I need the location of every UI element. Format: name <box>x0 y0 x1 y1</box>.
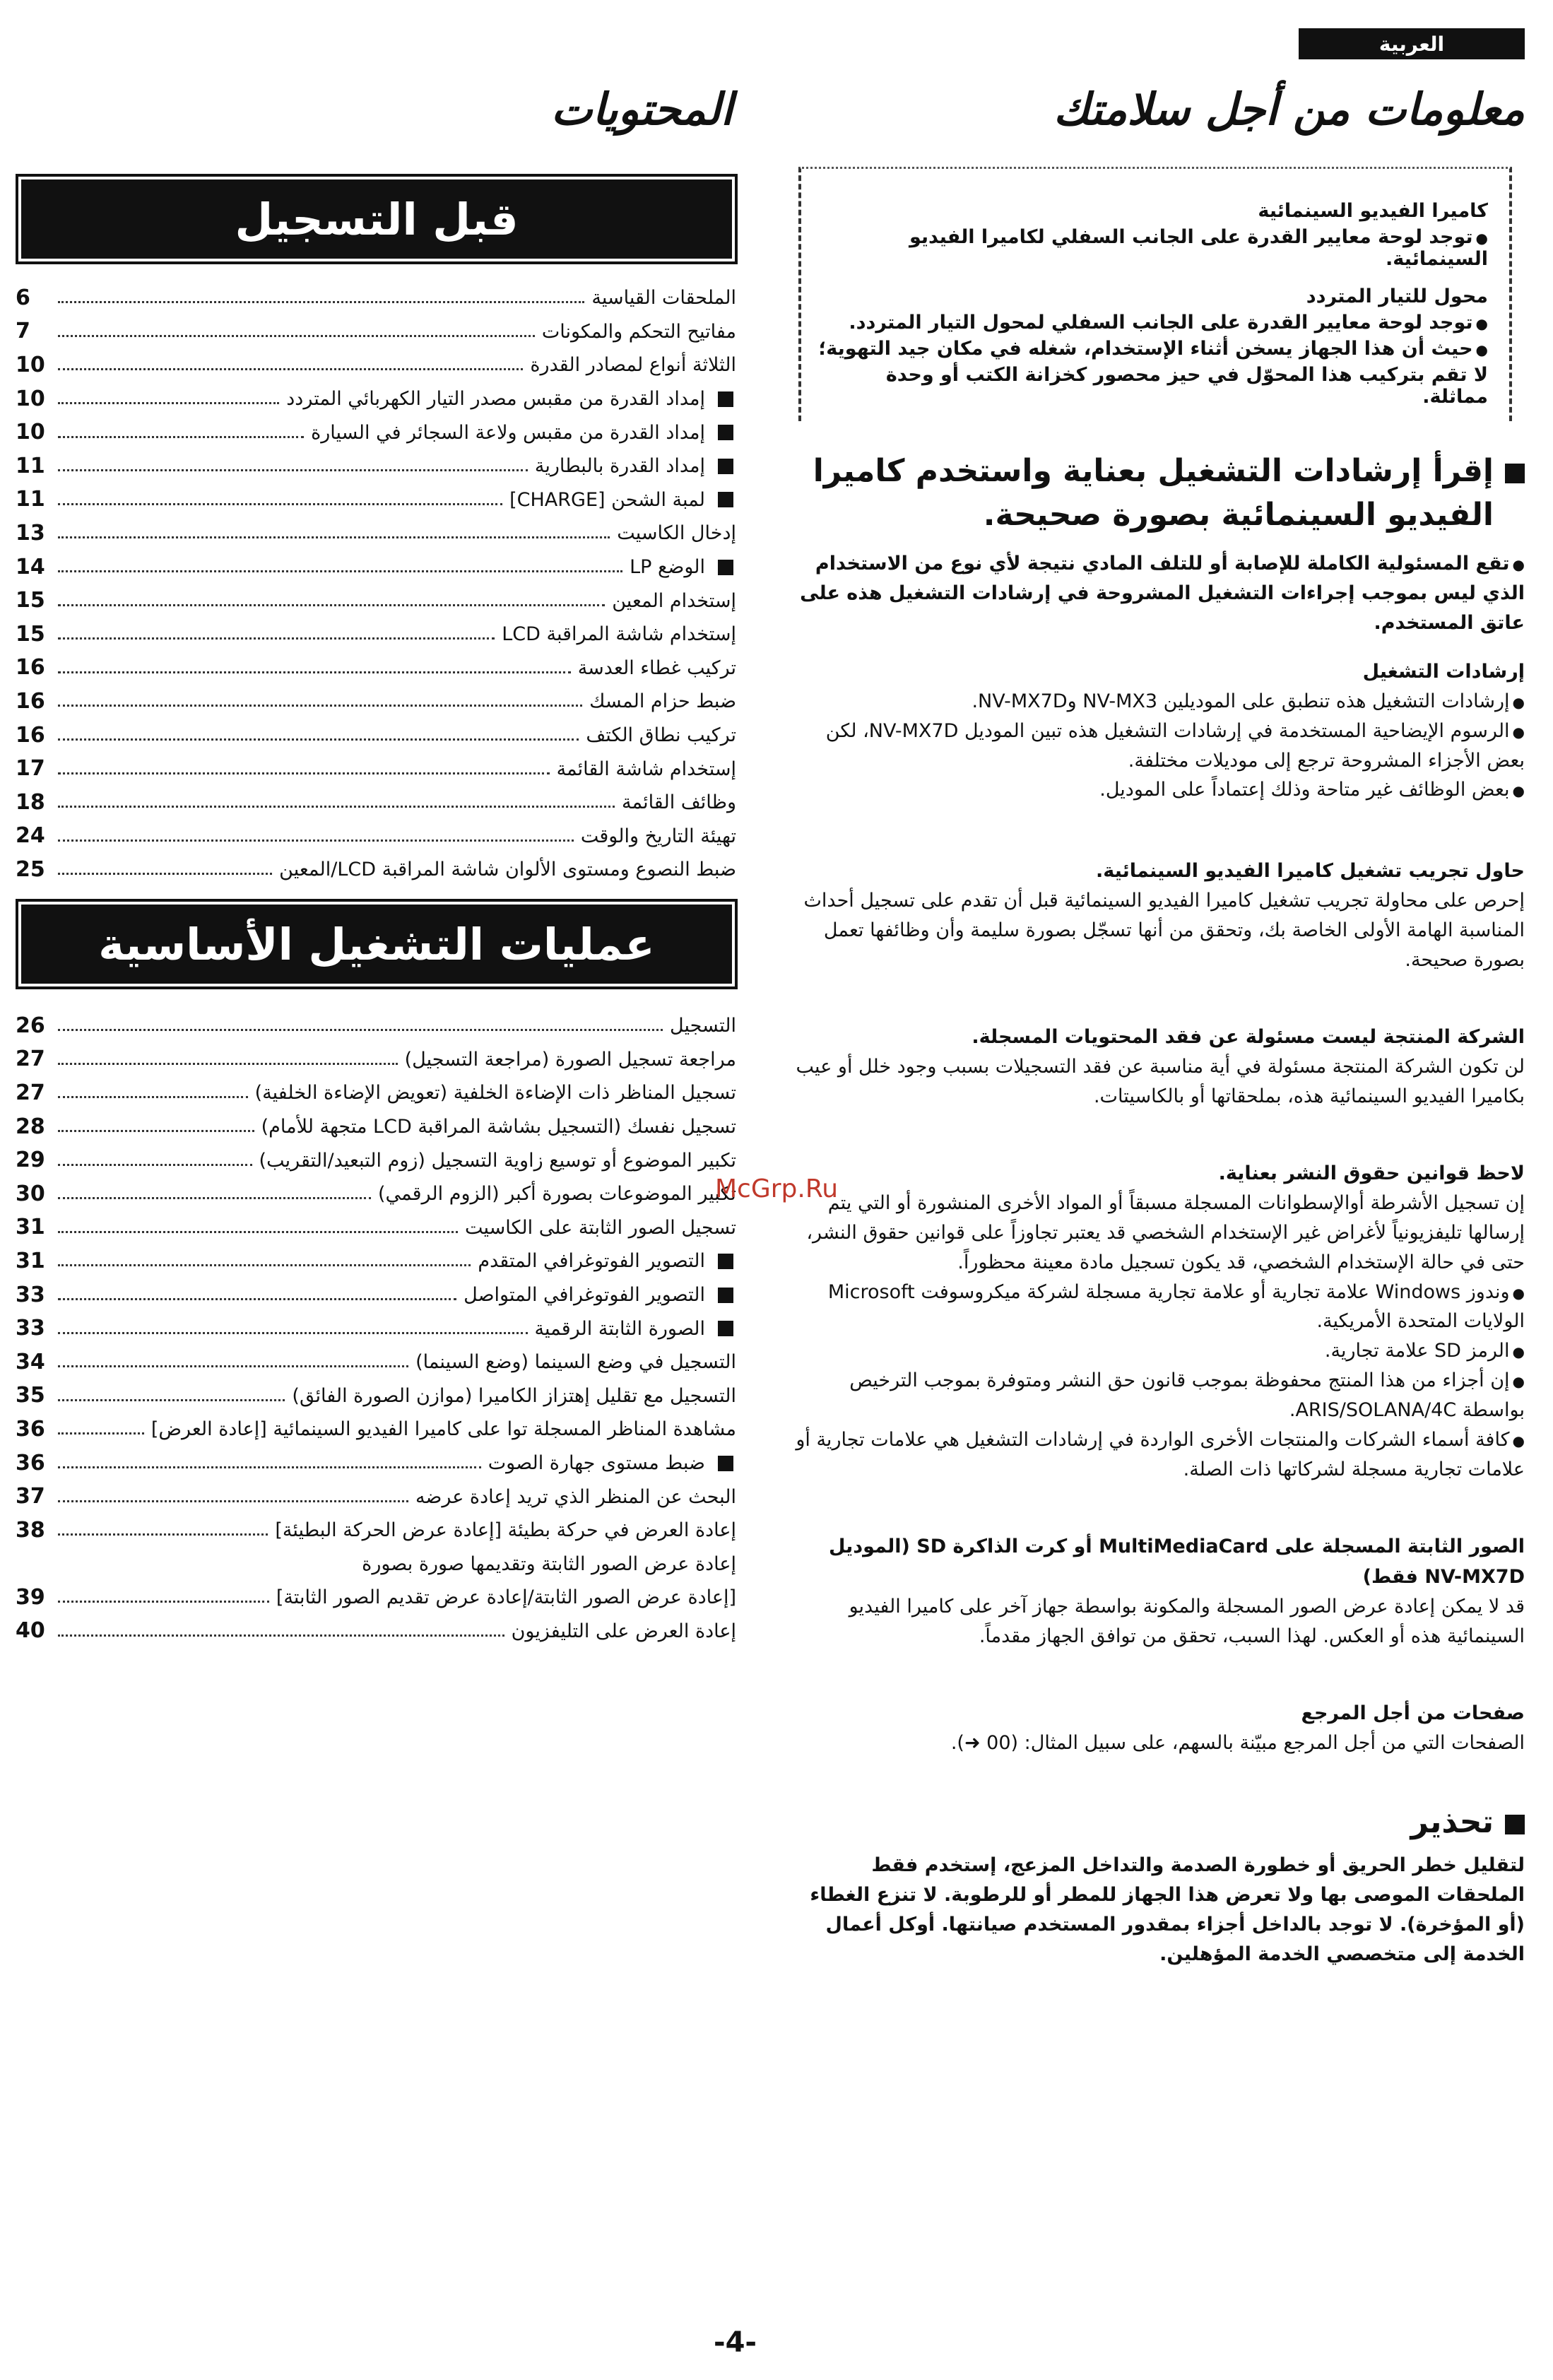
toc-basic-operations <box>16 1009 736 1648</box>
toc-entry-title: التسجيل مع تقليل إهتزاز الكاميرا (موازن الصورة الفائق) <box>292 1384 736 1407</box>
sd-card-body: قد لا يمكن إعادة عرض الصور المسجلة والمكونة بواسطة جهاز آخر على كاميرا الفيديو السينمائية هذه أو العكس. لهذا السبب، تحقق من توافق الجهاز مقدماً. <box>849 1595 1525 1647</box>
toc-entry-page: 30 <box>16 1181 45 1206</box>
toc-entry-page: 27 <box>16 1047 45 1072</box>
toc-leader-dots <box>58 772 550 774</box>
toc-entry <box>16 652 736 685</box>
toc-entry <box>16 1413 736 1447</box>
liability-heading: الشركة المنتجة ليست مسئولة عن فقد المحتويات المسجلة. <box>972 1026 1525 1048</box>
toc-leader-dots <box>58 1264 471 1266</box>
adaptor-ventilation-note: ● حيث أن هذا الجهاز يسخن أثناء الإستخدام، شغله في مكان جيد التهوية؛ <box>815 338 1488 360</box>
toc-leader-dots <box>58 705 582 707</box>
warning-body: لتقليل خطر الحريق أو خطورة الصدمة والتداخل المزعج، إستخدم فقط الملحقات الموصى بها ولا تعرض هذا الجهاز للمطر أو للرطوبة. لا تنزع الغطاء (أو المؤخرة). لا توجد بالداخل أجزاء بمقدور المستخدم صيانتها. أوكل أعمال الخدمة إلى متخصصي الخدمة المؤهلين. <box>810 1854 1525 1965</box>
toc-entry <box>16 820 736 854</box>
toc-entry-page: 40 <box>16 1618 45 1644</box>
toc-leader-dots <box>58 1634 504 1637</box>
toc-entry <box>16 281 736 315</box>
toc-entry-title: إعادة العرض على التليفزيون <box>511 1620 736 1642</box>
toc-entry-page: 28 <box>16 1114 45 1139</box>
toc-entry-title: الملحقات القياسية <box>591 287 736 310</box>
toc-entry-page: 38 <box>16 1517 45 1543</box>
toc-leader-dots <box>58 1197 371 1199</box>
toc-entry-page: 34 <box>16 1349 45 1374</box>
toc-entry <box>16 517 736 550</box>
toc-entry-title: وظائف القائمة <box>621 791 736 814</box>
toc-entry <box>16 1615 736 1649</box>
camera-heading: كاميرا الفيديو السينمائية <box>1258 200 1488 222</box>
camera-rating-note: ● توجد لوحة معايير القدرة على الجانب السفلي لكاميرا الفيديو السينمائية. <box>815 226 1488 270</box>
toc-entry-title: ضبط النصوع ومستوى الألوان شاشة المراقبة LCD/المعين <box>279 859 736 881</box>
toc-leader-dots <box>58 1164 252 1166</box>
toc-entry-page: 31 <box>16 1248 45 1273</box>
toc-entry-title: ضبط حزام المسك <box>589 690 736 713</box>
toc-leader-dots <box>58 368 523 370</box>
toc-entry-title: الصورة الثابتة الرقمية <box>535 1319 736 1338</box>
license-aris: ● إن أجزاء من هذا المنتج محفوظة بموجب قانون حق النشر ومتوفرة بموجب الترخيص بواسطة ARIS/SOLANA/4C. <box>790 1366 1525 1425</box>
toc-entry <box>16 1447 736 1480</box>
toc-leader-dots <box>58 738 579 741</box>
toc-entry-page: 35 <box>16 1383 45 1408</box>
toc-entry-page: 17 <box>16 756 45 782</box>
section-banner-basic-operations: عمليات التشغيل الأساسية <box>16 899 738 989</box>
adaptor-heading: محول للتيار المتردد <box>1306 285 1488 307</box>
toc-entry-title: تسجيل المناظر ذات الإضاءة الخلفية (تعويض الإضاءة الخلفية) <box>254 1082 736 1104</box>
toc-entry <box>16 382 736 416</box>
toc-entry-title: تهيئة التاريخ والوقت <box>580 825 736 847</box>
toc-entry <box>16 1009 736 1043</box>
toc-entry-title: مراجعة تسجيل الصورة (مراجعة التسجيل) <box>404 1048 736 1071</box>
toc-entry <box>16 719 736 753</box>
toc-entry-title: التسجيل في وضع السينما (وضع السينما) <box>415 1351 736 1374</box>
toc-entry <box>16 1143 736 1177</box>
toc-entry <box>16 1480 736 1514</box>
toc-entry-page: 31 <box>16 1215 45 1240</box>
trial-heading: حاول تجريب تشغيل كاميرا الفيديو السينمائية. <box>1096 860 1525 883</box>
toc-entry <box>16 1379 736 1413</box>
toc-entry <box>16 752 736 786</box>
toc-entry-title: إستخدام المعين <box>612 589 736 612</box>
toc-entry <box>16 1278 736 1312</box>
power-rating-box <box>798 167 1512 421</box>
page-number: -4- <box>714 2326 757 2359</box>
toc-entry-title: إمداد القدرة بالبطارية <box>535 456 736 476</box>
toc-leader-dots <box>58 1466 481 1468</box>
toc-leader-dots <box>58 536 610 538</box>
toc-entry-page: 11 <box>16 487 45 512</box>
toc-leader-dots <box>58 301 584 303</box>
toc-leader-dots <box>58 806 615 808</box>
toc-entry <box>16 1211 736 1245</box>
toc-entry-page: 16 <box>16 722 45 748</box>
toc-entry <box>16 853 736 887</box>
toc-entry-page: 10 <box>16 420 45 445</box>
toc-leader-dots <box>58 469 528 471</box>
safety-title: معلومات من أجل سلامتك <box>1053 83 1525 135</box>
toc-entry-title: تركيب نطاق الكتف <box>586 724 736 747</box>
toc-leader-dots <box>58 1130 254 1132</box>
toc-leader-dots <box>58 570 622 572</box>
toc-entry-title: إستخدام شاشة القائمة <box>556 758 736 780</box>
toc-entry-page: 18 <box>16 789 45 815</box>
toc-entry <box>16 1177 736 1211</box>
toc-entry-page: 36 <box>16 1416 45 1442</box>
toc-entry-page: 16 <box>16 655 45 681</box>
toc-entry-title: إمداد القدرة من مقبس مصدر التيار الكهربائي المتردد <box>286 389 736 408</box>
toc-leader-dots <box>58 873 272 875</box>
toc-leader-dots <box>58 1399 285 1401</box>
toc-entry-title: ضبط مستوى جهارة الصوت <box>488 1454 736 1473</box>
toc-entry <box>16 1110 736 1144</box>
toc-entry-title: [إعادة عرض الصور الثابتة/إعادة عرض تقديم الصور الثابتة] <box>276 1586 736 1609</box>
trademark-others: ● كافة أسماء الشركات والمنتجات الأخرى الواردة في إرشادات التشغيل هي علامات تجارية أو علامات تجارية مسجلة لشركاتها ذات الصلة. <box>790 1425 1525 1485</box>
liability-body: لن تكون الشركة المنتجة مسئولة في أية مناسبة عن فقد التسجيلات بسبب وجود خلل أو عيب بكاميرا الفيديو السينمائية هذه، بملحقاتها أو بالكاسيتات. <box>796 1056 1525 1108</box>
toc-entry-page: 7 <box>16 319 30 344</box>
toc-entry-page: 39 <box>16 1584 45 1610</box>
toc-entry <box>16 685 736 719</box>
toc-leader-dots <box>58 1029 663 1031</box>
toc-entry <box>16 1244 736 1278</box>
toc-entry-title: التصوير الفوتوغرافي المتقدم <box>478 1251 736 1271</box>
toc-entry <box>16 1514 736 1548</box>
toc-entry <box>16 786 736 820</box>
toc-before-recording <box>16 281 736 887</box>
toc-leader-dots <box>58 1365 408 1367</box>
toc-entry-page: 24 <box>16 823 45 849</box>
adaptor-rating-note: ● توجد لوحة معايير القدرة على الجانب السفلي لمحول التيار المتردد. <box>815 312 1488 334</box>
toc-entry <box>16 449 736 483</box>
toc-entry-page: 14 <box>16 554 45 579</box>
toc-leader-dots <box>58 637 495 640</box>
toc-entry-title: تسجيل الصور الثابتة على الكاسيت <box>464 1216 736 1239</box>
toc-entry-page: 11 <box>16 453 45 478</box>
toc-entry <box>16 1076 736 1110</box>
toc-entry-title: إمداد القدرة من مقبس ولاعة السجائر في السيارة <box>311 423 736 442</box>
toc-entry-title: إدخال الكاسيت <box>617 522 736 545</box>
toc-leader-dots <box>58 335 535 337</box>
toc-leader-dots <box>58 1601 269 1603</box>
contents-title: المحتويات <box>551 83 733 135</box>
toc-entry-page: 36 <box>16 1450 45 1475</box>
toc-entry-title: إعادة عرض الصور الثابتة وتقديمها صورة بصورة <box>362 1553 736 1575</box>
toc-entry-title: تركيب غطاء العدسة <box>577 656 736 679</box>
toc-leader-dots <box>58 1298 456 1300</box>
toc-entry-page: 27 <box>16 1080 45 1105</box>
toc-leader-dots <box>58 1063 398 1065</box>
instructions-heading: إرشادات التشغيل <box>1362 660 1525 683</box>
toc-entry-title: البحث عن المنظر الذي تريد إعادة عرضه <box>415 1485 736 1508</box>
toc-entry-title: مفاتيح التحكم والمكونات <box>541 320 736 343</box>
copyright-body: إن تسجيل الأشرطة أوالإسطوانات المسجلة مسبقاً أو المواد الأخرى المنشورة أو التي يتم إرسالها تليفزيونياً لأغراض غير الإستخدام الشخصي قد يعتبر تجاوزاً على قوانين حقوق النشر، حتى في حالة الإستخدام الشخصي، قد يكون تسجيل مادة معينة محظوراً. <box>806 1192 1525 1273</box>
toc-leader-dots <box>58 1231 458 1233</box>
toc-entry-page: 10 <box>16 352 45 377</box>
toc-entry-page: 13 <box>16 520 45 546</box>
toc-entry <box>16 1345 736 1379</box>
reference-body: الصفحات التي من أجل المرجع مبيّنة بالسهم، على سبيل المثال: (00 ➜). <box>950 1731 1525 1754</box>
toc-entry-title: لمبة الشحن [CHARGE] <box>509 490 736 509</box>
toc-entry <box>16 550 736 584</box>
toc-entry <box>16 483 736 517</box>
toc-entry-title: التسجيل <box>670 1015 736 1037</box>
trademark-sd: ● الرمز SD علامة تجارية. <box>790 1336 1525 1366</box>
sd-card-heading: الصور الثابتة المسجلة على MultiMediaCard أو كرت الذاكرة SD (الموديل NV-MX7D فقط) <box>828 1535 1525 1588</box>
instructions-models: ● إرشادات التشغيل هذه تنطبق على الموديلين NV-MX3 وNV-MX7D. <box>790 687 1525 717</box>
toc-entry <box>16 348 736 382</box>
instructions-illustrations: ● الرسوم الإيضاحية المستخدمة في إرشادات التشغيل هذه تبين الموديل NV-MX7D، لكن بعض الأجزاء المشروحة ترجع إلى موديلات مختلفة. <box>790 717 1525 776</box>
toc-leader-dots <box>58 840 574 842</box>
toc-entry-title: مشاهدة المناظر المسجلة توا على كاميرا الفيديو السينمائية [إعادة العرض] <box>150 1418 736 1441</box>
toc-entry <box>16 1043 736 1077</box>
reference-heading: صفحات من أجل المرجع <box>1301 1702 1525 1724</box>
instructions-functions: ● بعض الوظائف غير متاحة وذلك إعتماداً على الموديل. <box>790 775 1525 805</box>
toc-entry <box>16 416 736 449</box>
trademark-windows: ● وندوز Windows علامة تجارية أو علامة تجارية مسجلة لشركة ميكروسوفت Microsoft الولايات المتحدة الأمريكية. <box>790 1278 1525 1337</box>
toc-leader-dots <box>58 604 605 606</box>
toc-leader-dots <box>58 1500 408 1502</box>
toc-entry-page: 37 <box>16 1484 45 1509</box>
warning-heading: تحذير <box>790 1801 1525 1844</box>
trial-body: إحرص على محاولة تجريب تشغيل كاميرا الفيديو السينمائية قبل أن تقدم على تسجيل أحداث المناسبة الهامة الأولى الخاصة بك، وتحقق من أنها تسجّل بصورة سليمة وأن وظائفها تعمل بصورة صحيحة. <box>803 890 1525 972</box>
toc-entry-page: 26 <box>16 1013 45 1038</box>
toc-entry-page: 10 <box>16 386 45 411</box>
toc-leader-dots <box>58 503 502 505</box>
toc-entry <box>16 584 736 618</box>
liability-note: ● تقع المسئولية الكاملة للإصابة أو للتلف المادي نتيجة لأي نوع من الاستخدام الذي ليس بموجب إجراءات التشغيل المشروحة في إرشادات التشغيل هذه على عاتق المستخدم. <box>790 549 1525 638</box>
toc-entry-page: 29 <box>16 1148 45 1173</box>
toc-leader-dots <box>58 1332 528 1334</box>
toc-leader-dots <box>58 402 279 404</box>
toc-entry-page: 25 <box>16 856 45 882</box>
section-banner-before-recording: قبل التسجيل <box>16 174 738 264</box>
toc-entry <box>16 315 736 349</box>
toc-entry-title: تكبير الموضوعات بصورة أكبر (الزوم الرقمي) <box>377 1183 736 1206</box>
copyright-heading: لاحظ قوانين حقوق النشر بعناية. <box>1218 1162 1525 1184</box>
toc-entry-title: تكبير الموضوع أو توسيع زاوية التسجيل (زوم التبعيد/التقريب) <box>259 1149 736 1172</box>
toc-leader-dots <box>58 1432 144 1435</box>
read-instructions-heading: إقرأ إرشادات التشغيل بعناية واستخدم كاميرا الفيديو السينمائية بصورة صحيحة. <box>790 449 1525 536</box>
toc-entry-title: الوضع LP <box>630 558 736 577</box>
toc-entry <box>16 1312 736 1345</box>
toc-entry-title: تسجيل نفسك (التسجيل بشاشة المراقبة LCD متجهة للأمام) <box>261 1116 736 1138</box>
toc-leader-dots <box>58 1096 248 1098</box>
toc-entry-page: 6 <box>16 285 30 310</box>
toc-entry <box>16 618 736 652</box>
toc-entry-page: 33 <box>16 1316 45 1341</box>
adaptor-enclosure-note: لا تقم بتركيب هذا المحوّل في حيز محصور كخزانة الكتب أو وحدة مماثلة. <box>885 364 1488 408</box>
toc-leader-dots <box>58 436 304 438</box>
toc-leader-dots <box>58 1533 268 1536</box>
toc-entry-page: 33 <box>16 1282 45 1307</box>
toc-entry-title: إعادة العرض في حركة بطيئة [إعادة عرض الحركة البطيئة] <box>275 1519 736 1542</box>
toc-leader-dots <box>58 671 571 673</box>
watermark: McGrp.Ru <box>715 1174 839 1203</box>
language-tab: العربية <box>1299 28 1525 59</box>
toc-entry-page: 15 <box>16 588 45 613</box>
toc-entry-page: 15 <box>16 621 45 647</box>
toc-entry-title: التصوير الفوتوغرافي المتواصل <box>463 1285 736 1304</box>
toc-entry-title: إستخدام شاشة المراقبة LCD <box>502 623 736 646</box>
toc-entry <box>16 1581 736 1615</box>
toc-entry <box>16 1548 736 1581</box>
toc-entry-title: الثلاثة أنواع لمصادر القدرة <box>530 354 736 377</box>
toc-entry-page: 16 <box>16 688 45 714</box>
